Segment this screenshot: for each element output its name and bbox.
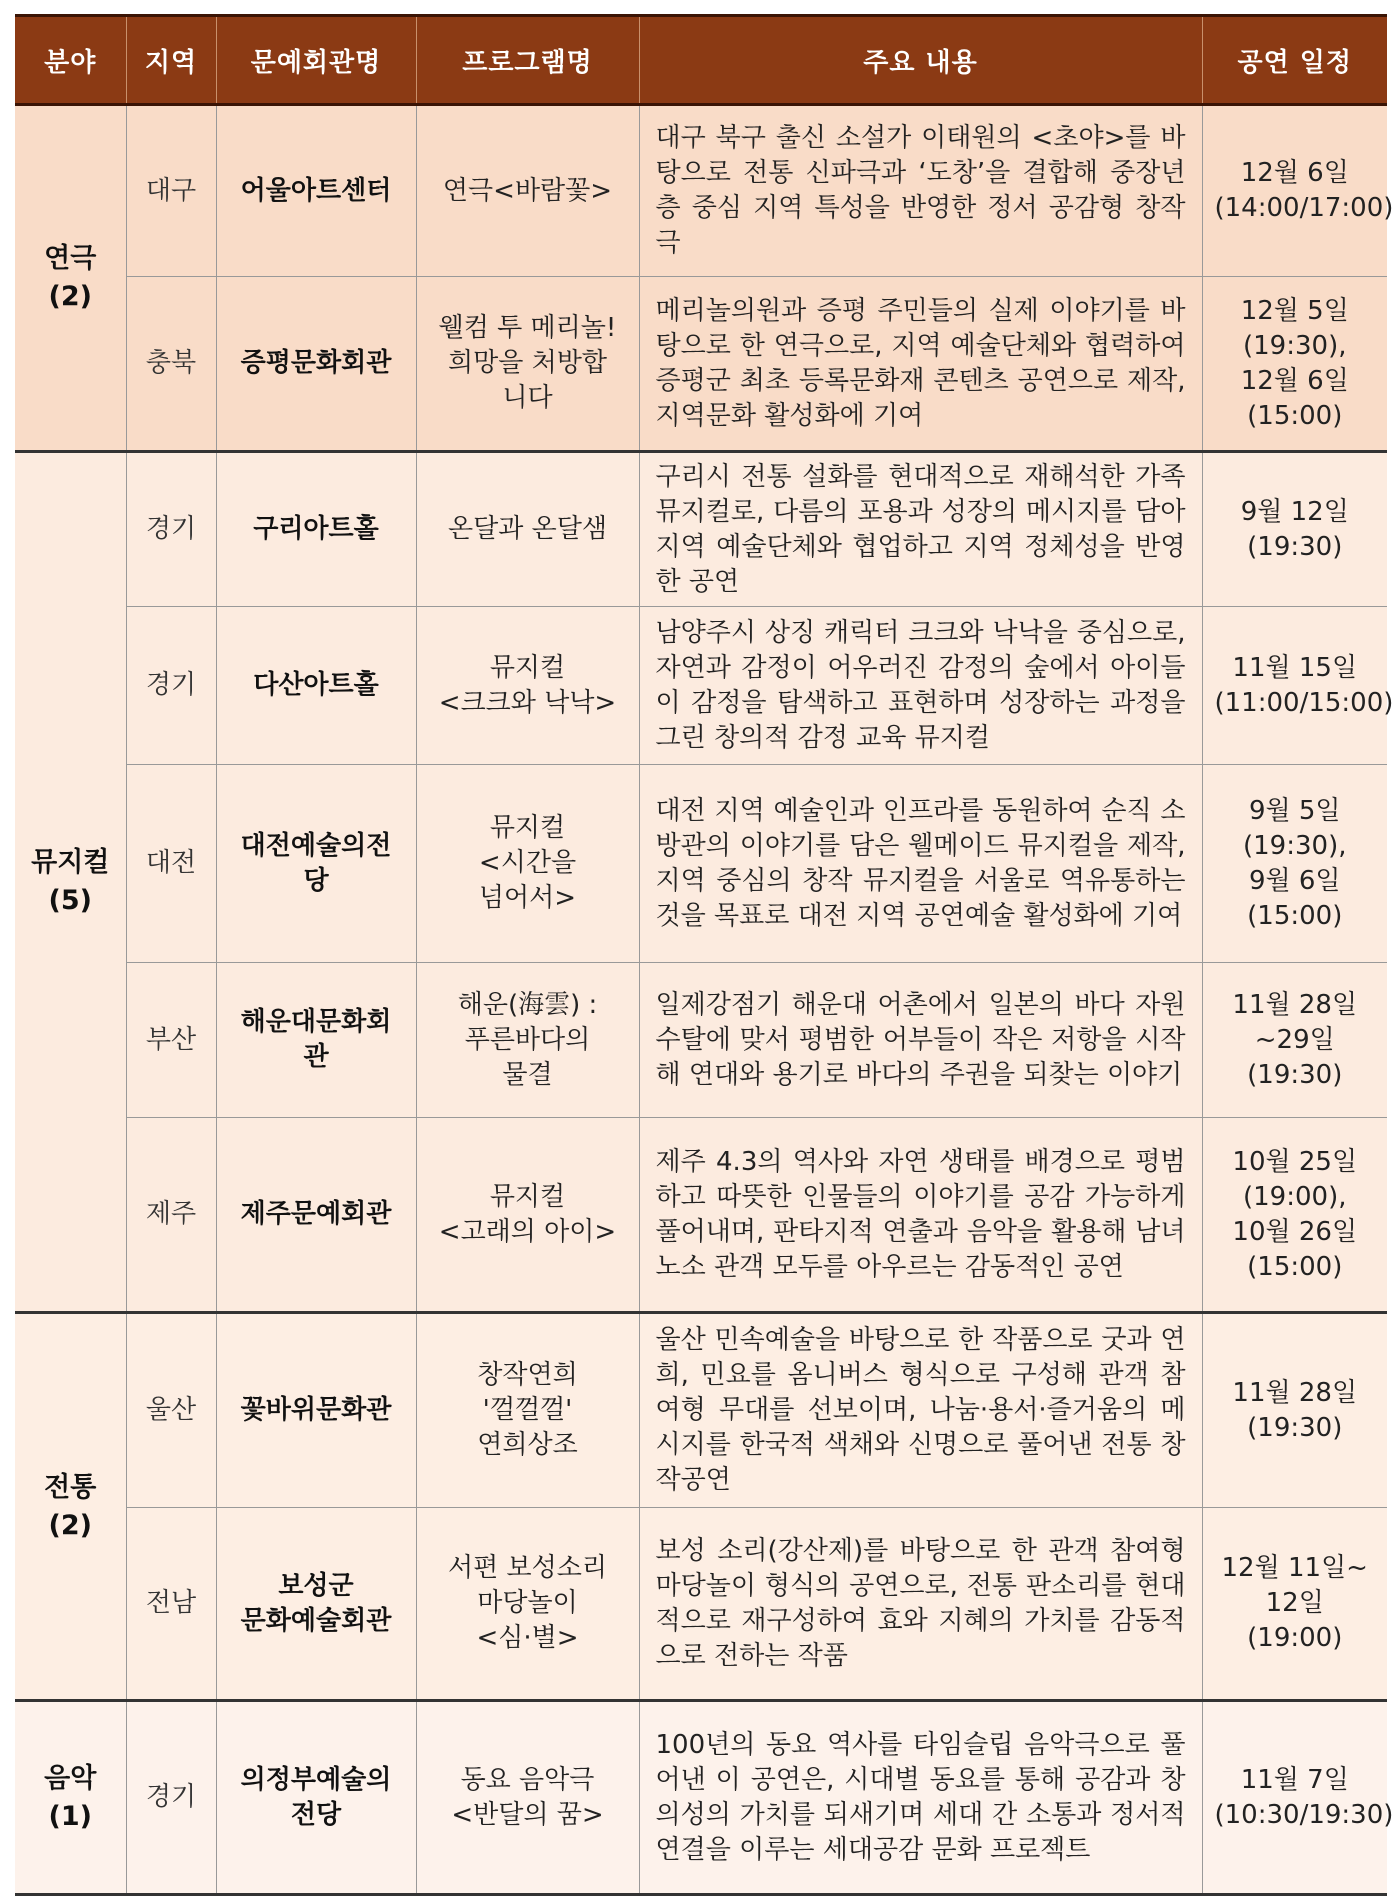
content-cell: 대전 지역 예술인과 인프라를 동원하여 순직 소방관의 이야기를 담은 웰메이드 뮤지컬을 제작, 지역 중심의 창작 뮤지컬을 서울로 역유통하는 것을 목표로 대전 지역 공연예술 활성화에 기여 (639, 765, 1202, 963)
content-cell: 100년의 동요 역사를 타임슬립 음악극으로 풀어낸 이 공연은, 시대별 동요를 통해 공감과 창의성의 가치를 되새기며 세대 간 소통과 정서적 연결을 이루는 세대공감 문화 프로젝트 (639, 1701, 1202, 1895)
content-cell: 남양주시 상징 캐릭터 크크와 낙낙을 중심으로, 자연과 감정이 어우러진 감정의 숲에서 아이들이 감정을 탐색하고 표현하며 성장하는 과정을 그린 창의적 감정 교육 뮤지컬 (639, 607, 1202, 765)
venue-cell: 제주문예회관 (216, 1118, 416, 1313)
program-cell: 창작연희 '껄껄껄' 연희상조 (416, 1313, 639, 1508)
table-row (15, 105, 1387, 277)
schedule-cell: 11월 28일 ~29일 (19:30) (1202, 963, 1387, 1118)
region-cell: 제주 (126, 1118, 216, 1313)
category-cell-traditional: 전통 (2) (15, 1313, 126, 1701)
schedule-cell: 10월 25일 (19:00), 10월 26일 (15:00) (1202, 1118, 1387, 1313)
venue-cell: 다산아트홀 (216, 607, 416, 765)
region-cell: 전남 (126, 1508, 216, 1701)
schedule-cell: 11월 28일 (19:30) (1202, 1313, 1387, 1508)
schedule-cell: 12월 11일~ 12일 (19:00) (1202, 1508, 1387, 1701)
program-cell: 연극<바람꽃> (416, 105, 639, 277)
category-cell-musical: 뮤지컬 (5) (15, 452, 126, 1313)
venue-cell: 보성군 문화예술회관 (216, 1508, 416, 1701)
performance-table (15, 14, 1394, 1896)
table-row (15, 1313, 1387, 1508)
content-cell: 메리놀의원과 증평 주민들의 실제 이야기를 바탕으로 한 연극으로, 지역 예술단체와 협력하여 증평군 최초 등록문화재 콘텐츠 공연으로 제작, 지역문화 활성화에 기여 (639, 277, 1202, 452)
table-row (15, 277, 1387, 452)
schedule-cell: 11월 15일 (11:00/15:00) (1202, 607, 1387, 765)
schedule-cell: 12월 6일 (14:00/17:00) (1202, 105, 1387, 277)
schedule-cell: 9월 5일 (19:30), 9월 6일 (15:00) (1202, 765, 1387, 963)
category-cell-music: 음악 (1) (15, 1701, 126, 1895)
venue-cell: 대전예술의전당 (216, 765, 416, 963)
table-row (15, 452, 1387, 607)
content-cell: 울산 민속예술을 바탕으로 한 작품으로 굿과 연희, 민요를 옴니버스 형식으로 구성해 관객 참여형 무대를 선보이며, 나눔·용서·즐거움의 메시지를 한국적 색채와 신명으로 풀어낸 전통 창작공연 (639, 1313, 1202, 1508)
table-row (15, 607, 1387, 765)
schedule-cell: 11월 7일 (10:30/19:30) (1202, 1701, 1387, 1895)
schedule-cell: 12월 5일 (19:30), 12월 6일 (15:00) (1202, 277, 1387, 452)
region-cell: 경기 (126, 607, 216, 765)
table-row (15, 1118, 1387, 1313)
header-category: 분야 (15, 16, 126, 105)
table-row (15, 1508, 1387, 1701)
region-cell: 부산 (126, 963, 216, 1118)
venue-cell: 증평문화회관 (216, 277, 416, 452)
content-cell: 보성 소리(강산제)를 바탕으로 한 관객 참여형 마당놀이 형식의 공연으로, 전통 판소리를 현대적으로 재구성하여 효와 지혜의 가치를 감동적으로 전하는 작품 (639, 1508, 1202, 1701)
table-row (15, 963, 1387, 1118)
header-region: 지역 (126, 16, 216, 105)
program-cell: 웰컴 투 메리놀! 희망을 처방합 니다 (416, 277, 639, 452)
region-cell: 대전 (126, 765, 216, 963)
region-cell: 충북 (126, 277, 216, 452)
venue-cell: 어울아트센터 (216, 105, 416, 277)
venue-cell: 구리아트홀 (216, 452, 416, 607)
program-cell: 뮤지컬 <시간을 넘어서> (416, 765, 639, 963)
schedule-cell: 9월 12일 (19:30) (1202, 452, 1387, 607)
header-program: 프로그램명 (416, 16, 639, 105)
content-cell: 구리시 전통 설화를 현대적으로 재해석한 가족 뮤지컬로, 다름의 포용과 성장의 메시지를 담아 지역 예술단체와 협업하고 지역 정체성을 반영한 공연 (639, 452, 1202, 607)
header-venue: 문예회관명 (216, 16, 416, 105)
header-row (15, 16, 1387, 105)
content-cell: 제주 4.3의 역사와 자연 생태를 배경으로 평범하고 따뜻한 인물들의 이야기를 공감 가능하게 풀어내며, 판타지적 연출과 음악을 활용해 남녀노소 관객 모두를 아우르는 감동적인 공연 (639, 1118, 1202, 1313)
program-cell: 해운(海雲) : 푸른바다의 물결 (416, 963, 639, 1118)
region-cell: 경기 (126, 452, 216, 607)
venue-cell: 꽃바위문화관 (216, 1313, 416, 1508)
content-cell: 일제강점기 해운대 어촌에서 일본의 바다 자원 수탈에 맞서 평범한 어부들이 작은 저항을 시작해 연대와 용기로 바다의 주권을 되찾는 이야기 (639, 963, 1202, 1118)
region-cell: 대구 (126, 105, 216, 277)
venue-cell: 해운대문화회관 (216, 963, 416, 1118)
program-cell: 뮤지컬 <크크와 낙낙> (416, 607, 639, 765)
table-row (15, 765, 1387, 963)
region-cell: 울산 (126, 1313, 216, 1508)
header-schedule: 공연 일정 (1202, 16, 1387, 105)
region-cell: 경기 (126, 1701, 216, 1895)
program-cell: 뮤지컬 <고래의 아이> (416, 1118, 639, 1313)
content-cell: 대구 북구 출신 소설가 이태원의 <초야>를 바탕으로 전통 신파극과 ‘도창’을 결합해 중장년층 중심 지역 특성을 반영한 정서 공감형 창작극 (639, 105, 1202, 277)
program-cell: 온달과 온달샘 (416, 452, 639, 607)
venue-cell: 의정부예술의 전당 (216, 1701, 416, 1895)
header-content: 주요 내용 (639, 16, 1202, 105)
program-cell: 서편 보성소리 마당놀이 <심·별> (416, 1508, 639, 1701)
program-cell: 동요 음악극 <반달의 꿈> (416, 1701, 639, 1895)
category-cell-theater: 연극 (2) (15, 105, 126, 452)
table-row (15, 1701, 1387, 1895)
